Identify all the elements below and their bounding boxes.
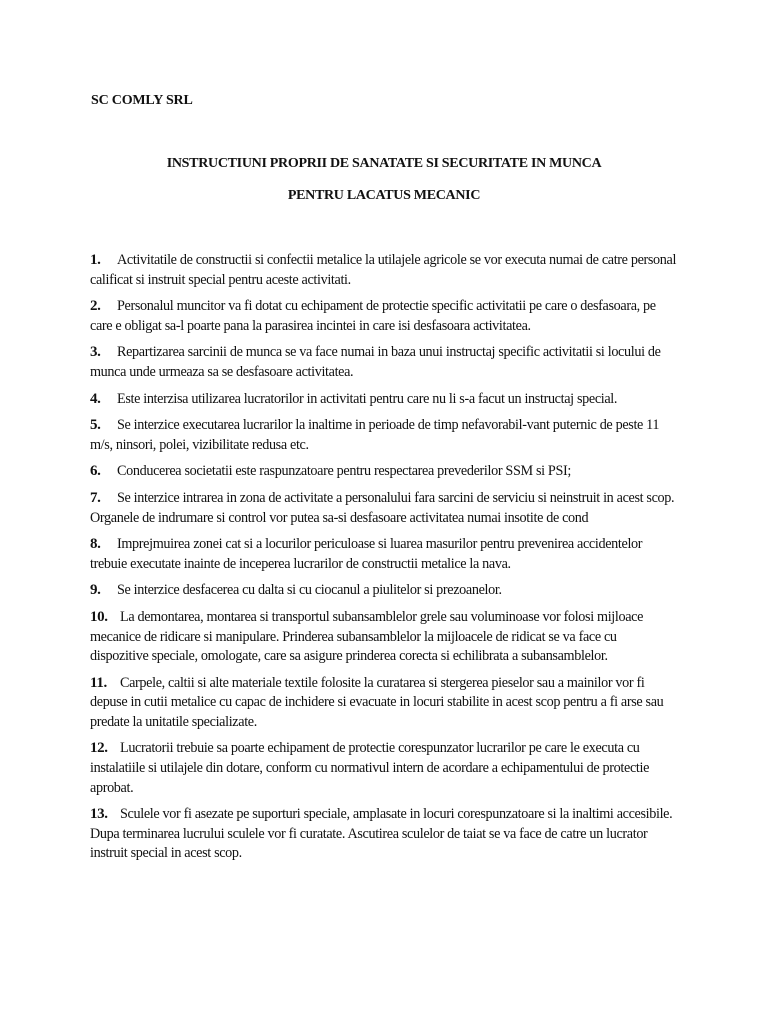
item-text: Imprejmuirea zonei cat si a locurilor periculoase si luarea masurilor pentru prevenirea accidentelor trebuie executate inainte de inceperea lucrarilor de constructii metalice la nava. <box>90 536 643 572</box>
item-number: 5. <box>90 417 101 434</box>
list-item <box>90 390 678 410</box>
list-item <box>90 489 678 528</box>
item-number: 9. <box>90 582 101 599</box>
item-number: 6. <box>90 463 101 480</box>
item-number: 7. <box>90 489 101 506</box>
instruction-list <box>90 251 678 871</box>
item-text: Personalul muncitor va fi dotat cu echipament de protectie specific activitatii pe care o desfasoara, pe care e obligat sa-l poarte pana la parasirea incintei in care isi desfasoara activitatea. <box>90 298 656 334</box>
list-item <box>90 343 678 382</box>
list-item <box>90 251 678 290</box>
item-text: Conducerea societatii este raspunzatoare pentru respectarea prevederilor SSM si PSI; <box>117 463 571 480</box>
list-item <box>90 674 678 733</box>
list-item <box>90 581 678 601</box>
item-text: Lucratorii trebuie sa poarte echipament de protectie corespunzator lucrarilor pe care le executa cu instalatiile si utilajele din dotare, conform cu normativul intern de acordare a echipamentului de protectie aprobat. <box>90 740 650 796</box>
item-number: 8. <box>90 536 101 553</box>
item-number: 10. <box>90 608 108 625</box>
item-text: La demontarea, montarea si transportul subansamblelor grele sau voluminoase vor folosi mijloace mecanice de ridicare si manipulare. Prinderea subansamblelor la mijloacele de ridicat se va face cu dispozitive speciale, omologate, care sa asigure prinderea corecta si echilibrata a subansamblelor. <box>90 608 644 665</box>
list-item <box>90 805 678 864</box>
list-item <box>90 297 678 336</box>
item-text: Se interzice desfacerea cu dalta si cu ciocanul a piulitelor si prezoanelor. <box>117 582 502 599</box>
item-number: 1. <box>90 252 101 268</box>
item-text: Activitatile de constructii si confectii metalice la utilajele agricole se vor executa numai de catre personal calificat si instruit special pentru aceste activitati. <box>90 252 677 288</box>
company-name: SC COMLY SRL <box>91 93 193 108</box>
item-number: 4. <box>90 390 101 407</box>
list-item <box>90 739 678 798</box>
document-title: INSTRUCTIUNI PROPRII DE SANATATE SI SECURITATE IN MUNCA <box>166 156 602 171</box>
document-subtitle: PENTRU LACATUS MECANIC <box>287 188 481 203</box>
item-number: 11. <box>90 674 107 691</box>
item-text: Se interzice executarea lucrarilor la inaltime in perioade de timp nefavorabil-vant puternic de peste 11 m/s, ninsori, polei, vizibilitate redusa etc. <box>90 417 660 453</box>
item-text: Sculele vor fi asezate pe suporturi speciale, amplasate in locuri corespunzatoare si la inaltimi accesibile. Dupa terminarea lucrului sculele vor fi curatate. Ascutirea sculelor de taiat se va face de catre un lucrator instruit special in acest scop. <box>90 806 673 862</box>
list-item <box>90 535 678 574</box>
list-item <box>90 462 678 482</box>
item-number: 2. <box>90 298 101 315</box>
item-text: Se interzice intrarea in zona de activitate a personalului fara sarcini de serviciu si neinstruit in acest scop. Organele de indrumare si control vor putea sa-si desfasoare activitatea numai insotite de cond <box>90 489 675 526</box>
list-item <box>90 608 678 667</box>
item-number: 3. <box>90 344 101 361</box>
item-number: 12. <box>90 740 108 757</box>
item-number: 13. <box>90 806 108 823</box>
list-item <box>90 416 678 455</box>
item-text: Repartizarea sarcinii de munca se va face numai in baza unui instructaj specific activitatii si locului de munca unde urmeaza sa se desfasoare activitatea. <box>90 344 661 380</box>
item-text: Este interzisa utilizarea lucratorilor in activitati pentru care nu li s-a facut un instructaj special. <box>117 390 618 407</box>
item-text: Carpele, caltii si alte materiale textile folosite la curatarea si stergerea pieselor sau a mainilor vor fi depuse in cutii metalice cu capac de inchidere si evacuate in locuri stabilite in acest scop pentru a fi arse sau predate la unitatile specializate. <box>90 674 664 730</box>
